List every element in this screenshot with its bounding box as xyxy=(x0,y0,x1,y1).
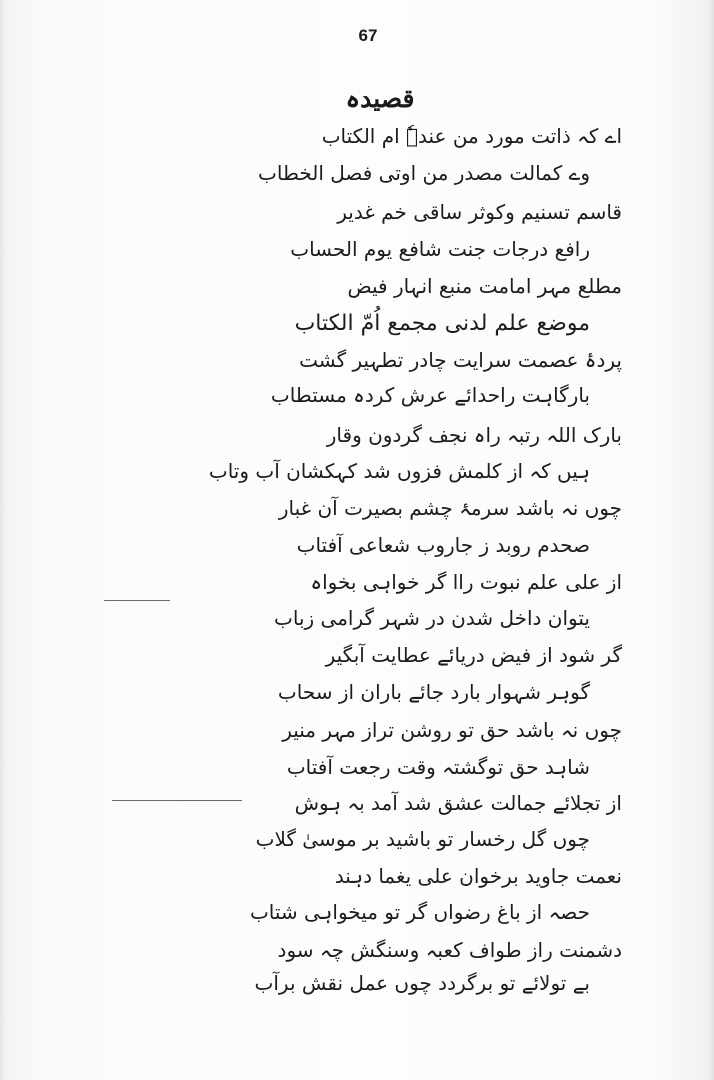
verse-line: چوں گل رخسار تو باشید بر موسیٰ گلاب xyxy=(255,827,590,851)
verse-line: مطلع مہر امامت منبع انہار فیض xyxy=(347,274,622,298)
verse-line: یتوان داخل شدن در شہر گرامی زباب xyxy=(274,606,590,630)
verse-line: چوں نہ باشد سرمۂ چشم بصیرت آن غبار xyxy=(278,496,622,520)
verse-line: موضع علم لدنی مجمع اُمّ الکتاب xyxy=(294,311,590,336)
margin-rule xyxy=(112,800,242,801)
verse-line: از علی علم نبوت راا گر خواہی بخواہ xyxy=(310,570,622,594)
verse-line: صحدم روبد ز جاروب شعاعی آفتاب xyxy=(296,533,590,557)
verse-line: حصہ از باغ رضواں گر تو میخواہی شتاب xyxy=(249,900,590,924)
verse-line: نعمت جاوید برخوان علی یغما دہند xyxy=(334,864,622,888)
verse-line: قاسم تسنیم وکوثر ساقی خم غدیر xyxy=(337,200,622,224)
verse-line: دشمنت راز طواف کعبہ وسنگش چہ سود xyxy=(277,938,622,962)
poem-heading: قصیدہ xyxy=(345,84,415,113)
page-left-edge xyxy=(0,0,6,1080)
verse-line: از تجلائے جمالت عشق شد آمد بہ ہوش xyxy=(294,791,622,815)
page-right-edge xyxy=(708,0,714,1080)
verse-line: بارگاہت راحدائے عرش کردہ مستطاب xyxy=(270,383,590,407)
verse-line: ہیں کہ از کلمش فزوں شد کہکشان آب وتاب xyxy=(208,459,590,483)
margin-rule xyxy=(104,600,170,601)
verse-line: بے تولائے تو برگردد چوں عمل نقش برآب xyxy=(254,971,590,995)
verse-line: رافع درجات جنت شافع یوم الحساب xyxy=(290,237,590,261)
page-number: 67 xyxy=(358,26,378,45)
verse-line: وے کمالت مصدر من اوتی فصل الخطاب xyxy=(258,161,590,185)
verse-line: چوں نہ باشد حق تو روشن تراز مہر منیر xyxy=(282,718,622,742)
verse-line: گر شود از فیض دریائے عطایت آبگیر xyxy=(325,643,622,667)
verse-line: گوہر شہوار بارد جائے باران از سحاب xyxy=(277,680,590,704)
verse-line: شاہد حق توگشتہ وقت رجعت آفتاب xyxy=(286,755,590,779)
verse-line: بارک اللہ رتبہ راہ نجف گردون وقار xyxy=(326,423,622,447)
verse-line: پردۂ عصمت سرایت چادر تطہیر گشت xyxy=(299,348,622,372)
verse-line: اے کہ ذاتت مورد من عندہٗ ام الکتاب xyxy=(321,124,622,148)
